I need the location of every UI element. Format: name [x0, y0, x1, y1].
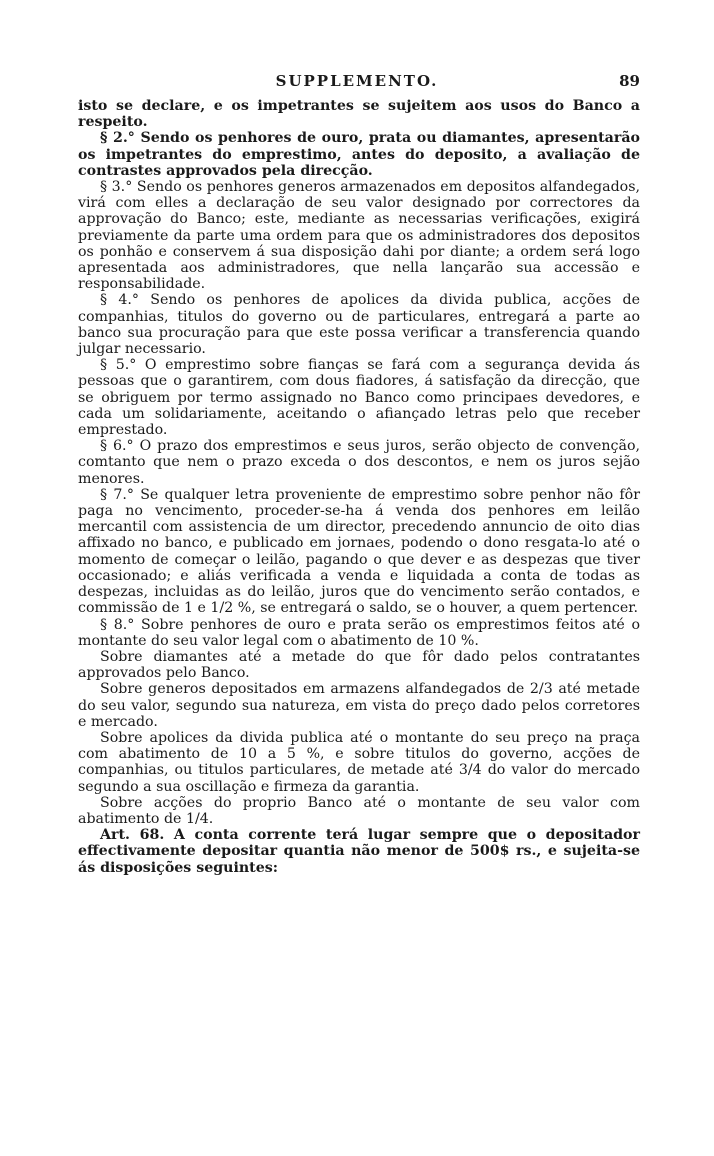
running-title: SUPPLEMENTO.	[275, 72, 439, 90]
paragraph-section-2: § 2.° Sendo os penhores de ouro, prata ou diamantes, apresentarão os impetrantes do emprestimo, antes do deposito, a avaliação de contrastes approvados pela direcção.	[78, 130, 640, 179]
paragraph-section-4: § 4.° Sendo os penhores de apolices da divida publica, acções de companhias, titulos do governo ou de particulares, entregará a parte ao banco sua procuração para que este possa verificar a transferencia quando julgar necessario.	[78, 292, 640, 358]
body-text	[78, 98, 640, 876]
page-header	[0, 72, 714, 96]
paragraph-section-5: § 5.° O emprestimo sobre fianças se fará com a segurança devida ás pessoas que o garantirem, com dous fiadores, á satisfação da direcção, que se obriguem por termo assignado no Banco como principaes devedores, e cada um solidariamente, aceitando o afiançado letras pelo que receber emprestado.	[78, 357, 640, 439]
paragraph-section-6: § 6.° O prazo dos emprestimos e seus juros, serão objecto de convenção, comtanto que nem o prazo exceda o dos descontos, e nem os juros sejão menores.	[78, 438, 640, 487]
paragraph-generos: Sobre generos depositados em armazens alfandegados de 2/3 até metade do seu valor, segundo sua natureza, em vista do preço dado pelos corretores e mercado.	[78, 681, 640, 730]
paragraph-diamantes: Sobre diamantes até a metade do que fôr dado pelos contratantes approvados pelo Banco.	[78, 648, 640, 682]
paragraph-section-8: § 8.° Sobre penhores de ouro e prata serão os emprestimos feitos até o montante do seu valor legal com o abatimento de 10 %.	[78, 616, 640, 649]
page-number: 89	[619, 72, 640, 90]
paragraph-article-68: Art. 68. A conta corrente terá lugar sempre que o depositador effectivamente depositar quantia não menor de 500$ rs., e sujeita-se ás disposições seguintes:	[78, 827, 640, 876]
paragraph-section-3: § 3.° Sendo os penhores generos armazenados em depositos alfandegados, virá com elles a declaração de seu valor designado por correctores da approvação do Banco; este, mediante as necessarias verificações, exigirá previamente da parte uma ordem para que os administradores dos depositos os ponhão e conservem á sua disposição dahi por diante; a ordem será logo apresentada aos administradores, que nella lançarão sua accessão e responsabilidade.	[78, 179, 640, 293]
paragraph-continuation: isto se declare, e os impetrantes se sujeitem aos usos do Banco a respeito.	[78, 98, 640, 131]
paragraph-section-7: § 7.° Se qualquer letra proveniente de emprestimo sobre penhor não fôr paga no vencimento, proceder-se-ha á venda dos penhores em leilão mercantil com assistencia de um director, precedendo annuncio de oito dias affixado no banco, e publicado em jornaes, podendo o dono resgata-lo até o momento de começar o leilão, pagando o que dever e as despezas que tiver occasionado; e aliás verificada a venda e liquidada a conta de todas as despezas, incluidas as do leilão, juros que do vencimento serão contados, e commissão de 1 e 1/2 %, se entregará o saldo, se o houver, a quem pertencer.	[78, 486, 640, 617]
paragraph-apolices: Sobre apolices da divida publica até o montante do seu preço na praça com abatimento de 10 a 5 %, e sobre titulos do governo, acções de companhias, ou titulos particulares, de metade até 3/4 do valor do mercado segundo a sua oscillação e firmeza da garantia.	[78, 729, 640, 795]
paragraph-accoes: Sobre acções do proprio Banco até o montante de seu valor com abatimento de 1/4.	[78, 794, 640, 827]
